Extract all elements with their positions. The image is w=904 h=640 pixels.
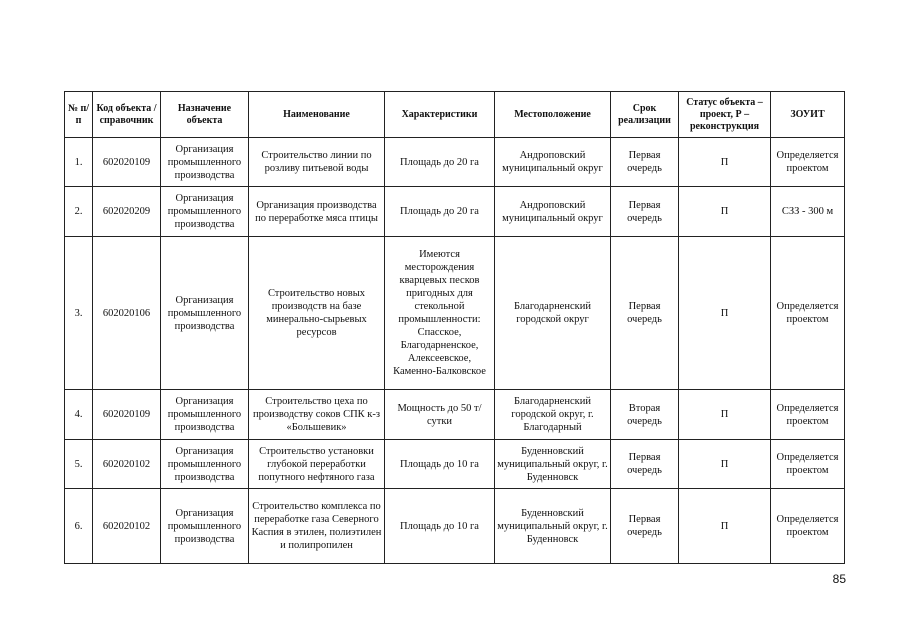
cell-zouit: Определяется проектом (771, 138, 845, 187)
cell-term: Первая очередь (611, 237, 679, 390)
cell-code: 602020106 (93, 237, 161, 390)
table-row (65, 187, 845, 237)
cell-location: Андроповский муниципальный округ (495, 138, 611, 187)
cell-purpose: Организация промышленного производства (161, 237, 249, 390)
cell-number: 2. (65, 187, 93, 237)
cell-name: Организация производства по переработке мяса птицы (249, 187, 385, 237)
cell-name: Строительство линии по розливу питьевой воды (249, 138, 385, 187)
cell-number: 5. (65, 440, 93, 489)
cell-characteristics: Площадь до 20 га (385, 187, 495, 237)
cell-name: Строительство новых производств на базе минерально-сырьевых ресурсов (249, 237, 385, 390)
table-row (65, 390, 845, 440)
cell-status: П (679, 138, 771, 187)
header-code: Код объекта / справочник (93, 92, 161, 138)
cell-characteristics: Мощность до 50 т/сутки (385, 390, 495, 440)
cell-characteristics: Имеются месторождения кварцевых песков пригодных для стекольной промышленности: Спасское, Благодарненское, Алексеевское, Каменно-Балковское (385, 237, 495, 390)
header-status: Статус объекта – проект, Р – реконструкция (679, 92, 771, 138)
cell-term: Вторая очередь (611, 390, 679, 440)
cell-location: Буденновский муниципальный округ, г. Буденновск (495, 440, 611, 489)
header-name: Наименование (249, 92, 385, 138)
cell-characteristics: Площадь до 20 га (385, 138, 495, 187)
cell-purpose: Организация промышленного производства (161, 440, 249, 489)
header-location: Местоположение (495, 92, 611, 138)
cell-code: 602020109 (93, 138, 161, 187)
cell-location: Благодарненский городской округ (495, 237, 611, 390)
cell-zouit: Определяется проектом (771, 489, 845, 564)
cell-zouit: Определяется проектом (771, 390, 845, 440)
cell-zouit: СЗЗ - 300 м (771, 187, 845, 237)
cell-location: Буденновский муниципальный округ, г. Буденновск (495, 489, 611, 564)
header-characteristics: Характеристики (385, 92, 495, 138)
objects-table (64, 91, 845, 564)
table-row (65, 138, 845, 187)
cell-location: Андроповский муниципальный округ (495, 187, 611, 237)
cell-number: 3. (65, 237, 93, 390)
cell-name: Строительство установки глубокой переработки попутного нефтяного газа (249, 440, 385, 489)
cell-code: 602020209 (93, 187, 161, 237)
cell-number: 6. (65, 489, 93, 564)
cell-purpose: Организация промышленного производства (161, 187, 249, 237)
cell-status: П (679, 237, 771, 390)
table-row (65, 237, 845, 390)
table-row (65, 440, 845, 489)
cell-term: Первая очередь (611, 489, 679, 564)
cell-name: Строительство цеха по производству соков СПК к-з «Большевик» (249, 390, 385, 440)
cell-purpose: Организация промышленного производства (161, 390, 249, 440)
cell-term: Первая очередь (611, 187, 679, 237)
cell-number: 1. (65, 138, 93, 187)
cell-location: Благодарненский городской округ, г. Благодарный (495, 390, 611, 440)
cell-zouit: Определяется проектом (771, 237, 845, 390)
cell-term: Первая очередь (611, 138, 679, 187)
table-row (65, 489, 845, 564)
cell-term: Первая очередь (611, 440, 679, 489)
cell-status: П (679, 187, 771, 237)
cell-name: Строительство комплекса по переработке газа Северного Каспия в этилен, полиэтилен и полипропилен (249, 489, 385, 564)
cell-purpose: Организация промышленного производства (161, 138, 249, 187)
cell-code: 602020102 (93, 440, 161, 489)
cell-purpose: Организация промышленного производства (161, 489, 249, 564)
header-zouit: ЗОУИТ (771, 92, 845, 138)
header-purpose: Назначение объекта (161, 92, 249, 138)
cell-characteristics: Площадь до 10 га (385, 440, 495, 489)
page-number: 85 (832, 572, 846, 586)
cell-status: П (679, 390, 771, 440)
cell-code: 602020109 (93, 390, 161, 440)
header-number: № п/п (65, 92, 93, 138)
cell-zouit: Определяется проектом (771, 440, 845, 489)
header-term: Срок реализации (611, 92, 679, 138)
table-header-row (65, 92, 845, 138)
cell-characteristics: Площадь до 10 га (385, 489, 495, 564)
cell-number: 4. (65, 390, 93, 440)
cell-code: 602020102 (93, 489, 161, 564)
cell-status: П (679, 440, 771, 489)
cell-status: П (679, 489, 771, 564)
